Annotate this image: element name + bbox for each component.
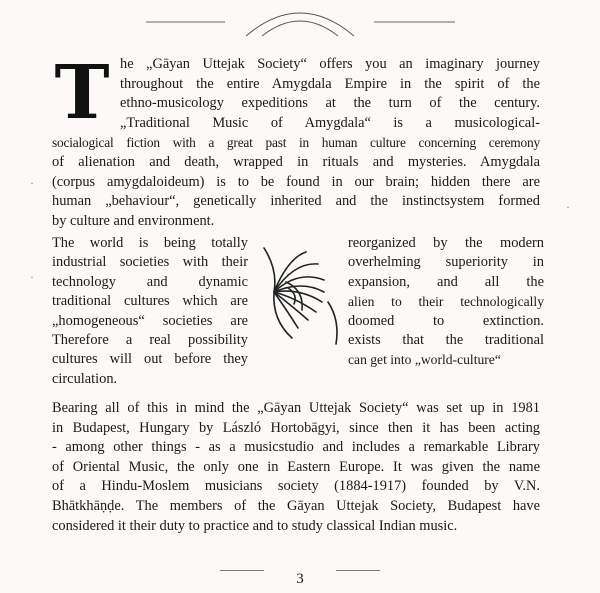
margin-tick: · <box>566 200 570 214</box>
intro-line: throughout the entire Amygdala Empire in the spirit of the <box>120 75 540 92</box>
intro-line: ethno-musicology expeditions at the turn of the century. <box>120 95 540 112</box>
intro-line: by culture and environment. <box>52 212 215 229</box>
right-column-line: alien to their technologically <box>348 294 544 310</box>
left-column-line: The world is being totally <box>52 235 248 251</box>
intro-line: he „Gāyan Uttejak Society“ offers you an imaginary journey <box>120 56 540 72</box>
intro-line: „Traditional Music of Amygdala“ is a musicological- <box>120 114 540 131</box>
closing-line: Bhātkhāṇḍe. The members of the Gāyan Uttejak Society, Budapest have <box>52 497 540 514</box>
closing-line: of Oriental Music, the only one in Eastern Europe. It was given the name <box>52 458 540 475</box>
intro-line: human „behaviour“, genetically inherited and the instinctsystem formed <box>52 193 540 210</box>
closing-line: Bearing all of this in mind the „Gāyan Uttejak Society“ was set up in 1981 <box>52 400 540 416</box>
closing-line: in Budapest, Hungary by László Hortobāgyi, since then it has been acting <box>52 419 540 436</box>
right-column-line: can get into „world-culture“ <box>348 352 501 368</box>
drop-cap: T <box>54 50 110 136</box>
nautilus-shell-illustration <box>258 240 342 350</box>
right-column-line: exists that the traditional <box>348 332 544 349</box>
left-column-line: circulation. <box>52 370 118 387</box>
left-column-line: technology and dynamic <box>52 273 248 290</box>
left-column-line: Therefore a real possibility <box>52 332 248 349</box>
right-column <box>348 234 544 370</box>
intro-line: of alienation and death, wrapped in rituals and mysteries. Amygdala <box>52 153 540 170</box>
margin-tick: · <box>30 270 34 284</box>
left-column-line: „homogeneous“ societies are <box>52 312 248 329</box>
closing-line: of a Hindu-Moslem musicians society (1884-1917) founded by V.N. <box>52 478 540 495</box>
page-number: 3 <box>296 571 304 587</box>
intro-line: (corpus amygdaloideum) is to be found in our brain; hidden there are <box>52 173 540 190</box>
right-column-line: reorganized by the modern <box>348 235 544 251</box>
footer-rule-right <box>336 570 380 571</box>
right-column-line: overhelming superiority in <box>348 254 544 271</box>
left-column-line: cultures will out before they <box>52 351 248 368</box>
right-column-line: expansion, and all the <box>348 273 544 290</box>
footer-rule-left <box>220 570 264 571</box>
margin-tick: · <box>30 176 34 190</box>
right-column-line: doomed to extinction. <box>348 312 544 329</box>
intro-paragraph <box>52 55 540 231</box>
closing-paragraph <box>52 399 540 536</box>
closing-line: considered it their duty to practice and to study classical Indian music. <box>52 517 458 534</box>
left-column <box>52 234 248 389</box>
intro-line: socialogical fiction with a great past in human culture concerning ceremony <box>52 135 540 151</box>
closing-line: - among other things - as a musicstudio and includes a remarkable Library <box>52 439 540 456</box>
left-column-line: traditional cultures which are <box>52 293 248 310</box>
left-column-line: industrial societies with their <box>52 254 248 271</box>
